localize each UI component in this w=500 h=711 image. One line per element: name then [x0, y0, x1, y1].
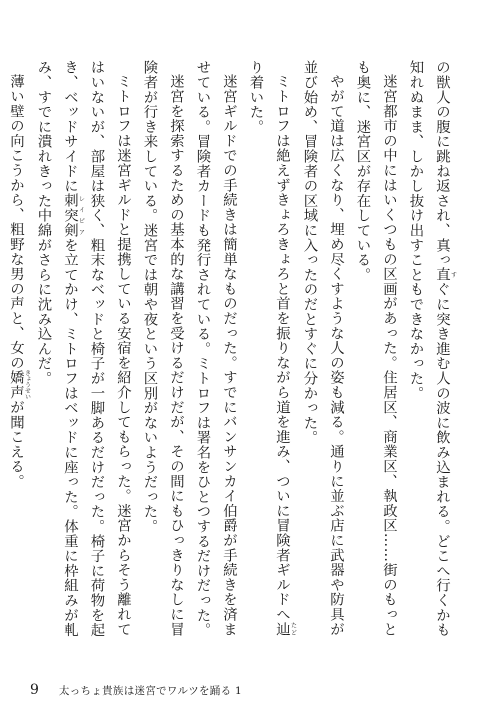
body-paragraph: の獣人の腹に跳ね返され、真っ直 すぐに突き進む人の波に飲み込まれる。どこへ行くかも知れぬまま、しかし抜け出すこともできなかった。	[407, 60, 457, 638]
ruby-annotation: 刺突剣 レイピア	[62, 193, 85, 238]
page-number: 9	[30, 682, 39, 698]
body-paragraph: 迷宮を探索するための基本的な講習を受けるだけだが、その間にもひっきりなしに冒険者が行き来している。迷宮では朝や夜という区別がないようだった。	[141, 60, 184, 637]
body-paragraph: やがて道は広くなり、埋め尽くすような人の姿も減る。通りに並ぶ店に武器や防具が並び始め、冒険者の区域に入ったのだとすぐに分かった。	[301, 60, 344, 637]
ruby-annotation: 辿 たど	[274, 622, 297, 637]
body-paragraph: ミトロフは絶えずきょろきょろと首を振りながら道を進み、ついに冒険者ギルドへ辿 たどり着いた。	[247, 60, 297, 637]
body-paragraph: ミトロフは迷宮ギルドと提携している安宿を紹介してもらった。迷宮からそう離れてはいないが、部屋は狭く、粗末なベッドと椅子が一脚あるだけだった。椅子に荷物を起き、ベッドサイドに刺突剣 レイピアを立てかけ、ミトロフはベッドに座った。体重に枠組みが軋み、すでに潰れきった中綿がさらに沈み込んだ。	[35, 60, 131, 638]
ruby-annotation: 直 す	[434, 267, 457, 283]
body-paragraph: 迷宮都市の中にはいくつもの区画があった。住居区、商業区、執政区……街のもっとも奥に、迷宮区が存在している。	[354, 60, 397, 637]
page-body	[8, 60, 457, 650]
body-paragraph: 迷宮ギルドでの手続きは簡単なものだった。すでにバンサンカイ伯爵が手続きを済ませている。冒険者カードも発行されている。ミトロフは署名をひとつするだけだった。	[194, 60, 237, 638]
running-title: 太っちょ貴族は迷宮でワルツを踊る 1	[58, 684, 243, 697]
ruby-annotation: 嬌声 きょうせい	[8, 370, 31, 401]
page-footer	[30, 681, 460, 699]
body-paragraph: 薄い壁の向こうから、粗野な男の声と、女の嬌声 きょうせいが聞こえる。	[8, 74, 31, 490]
vertical-text-column	[8, 60, 457, 650]
body-paragraph	[0, 60, 3, 650]
